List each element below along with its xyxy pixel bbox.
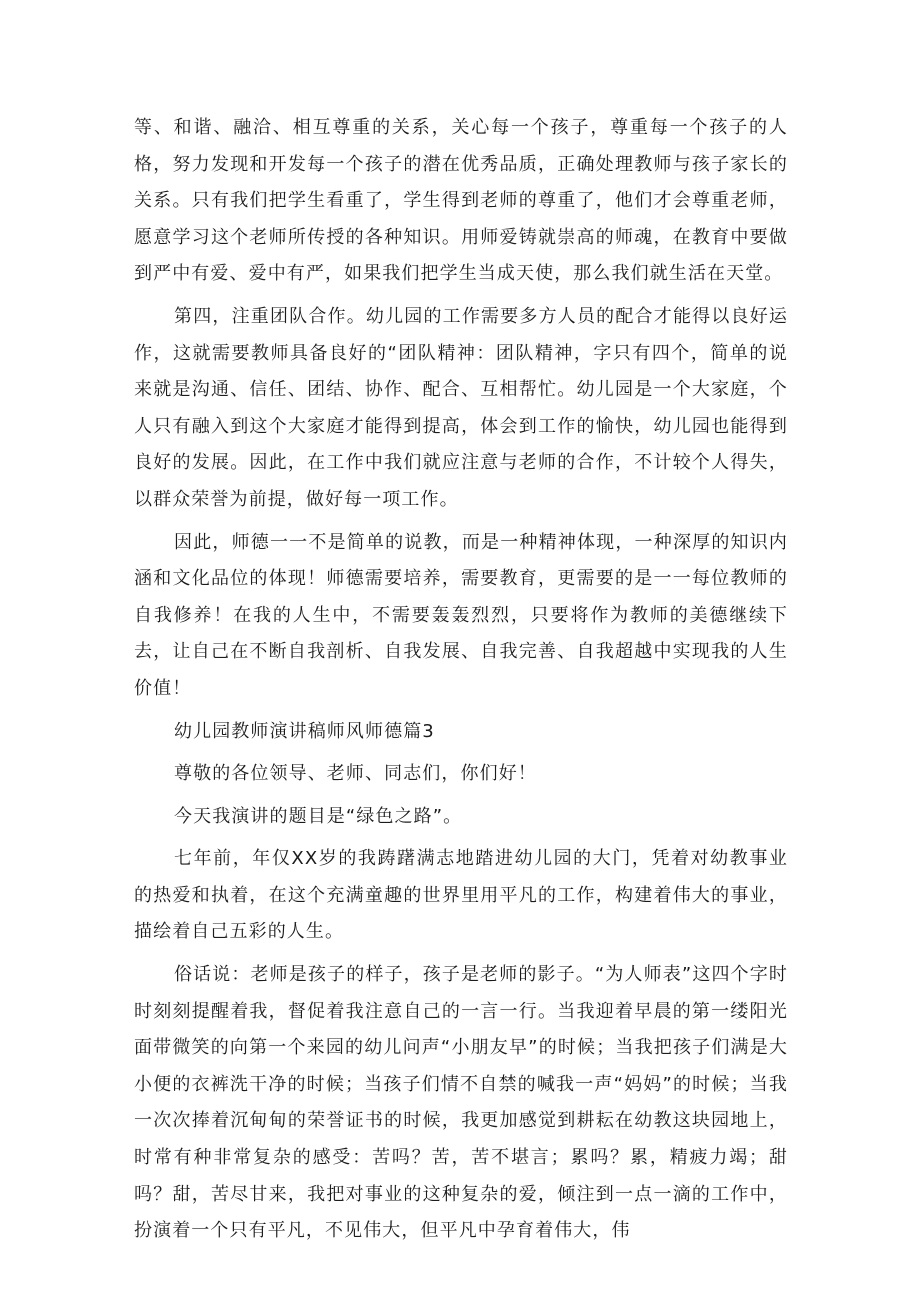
paragraph-teamwork: 第四，注重团队合作。幼儿园的工作需要多方人员的配合才能得以良好运作，这就需要教师具备良好的“团队精神：团队精神，字只有四个，简单的说来就是沟通、信任、团结、协作、配合、互相帮忙。幼儿园是一个大家庭，个人只有融入到这个大家庭才能得到提高，体会到工作的愉快，幼儿园也能得到良好的发展。因此，在工作中我们就应注意与老师的合作，不计较个人得失，以群众荣誉为前提，做好每一项工作。 bbox=[134, 305, 788, 510]
paragraph-conclusion: 因此，师德一一不是简单的说教，而是一种精神体现，一种深厚的知识内涵和文化品位的体现！师德需要培养，需要教育，更需要的是一一每位教师的自我修养！在我的人生中，不需要轰轰烈烈，只要将作为教师的美德继续下去，让自己在不断自我剖析、自我发展、自我完善、自我超越中实现我的人生价值！ bbox=[134, 531, 788, 699]
paragraph-proverb: 俗话说：老师是孩子的样子，孩子是老师的影子。“为人师表”这四个字时时刻刻提醒着我，督促着我注意自己的一言一行。当我迎着早晨的第一缕阳光面带微笑的向第一个来园的幼儿问声“小朋友早”的时候；当我把孩子们满是大小便的衣裤洗干净的时候；当孩子们情不自禁的喊我一声“妈妈”的时候；当我一次次捧着沉甸甸的荣誉证书的时候，我更加感觉到耕耘在幼教这块园地上，时常有种非常复杂的感受：苦吗？苦，苦不堪言；累吗？累，精疲力竭；甜吗？甜，苦尽甘来，我把对事业的这种复杂的爱，倾注到一点一滴的工作中，扮演着一个只有平凡，不见伟大，但平凡中孕育着伟大，伟 bbox=[134, 964, 788, 1242]
paragraph-seven-years: 七年前，年仅XX岁的我踌躇满志地踏进幼儿园的大门，凭着对幼教事业的热爱和执着，在这个充满童趣的世界里用平凡的工作，构建着伟大的事业，描绘着自己五彩的人生。 bbox=[134, 848, 788, 943]
speech-topic-line: 今天我演讲的题目是“绿色之路”。 bbox=[174, 805, 463, 827]
paragraph-continued: 等、和谐、融洽、相互尊重的关系，关心每一个孩子，尊重每一个孩子的人格，努力发现和开发每一个孩子的潜在优秀品质，正确处理教师与孩子家长的关系。只有我们把学生看重了，学生得到老师的尊重了，他们才会尊重老师，愿意学习这个老师所传授的各种知识。用师爱铸就崇高的师魂，在教育中要做到严中有爱、爱中有严，如果我们把学生当成天使，那么我们就生活在天堂。 bbox=[134, 117, 788, 285]
greeting-line: 尊敬的各位领导、老师、同志们，你们好！ bbox=[174, 763, 537, 785]
section-heading: 幼儿园教师演讲稿师风师德篇3 bbox=[174, 720, 435, 742]
